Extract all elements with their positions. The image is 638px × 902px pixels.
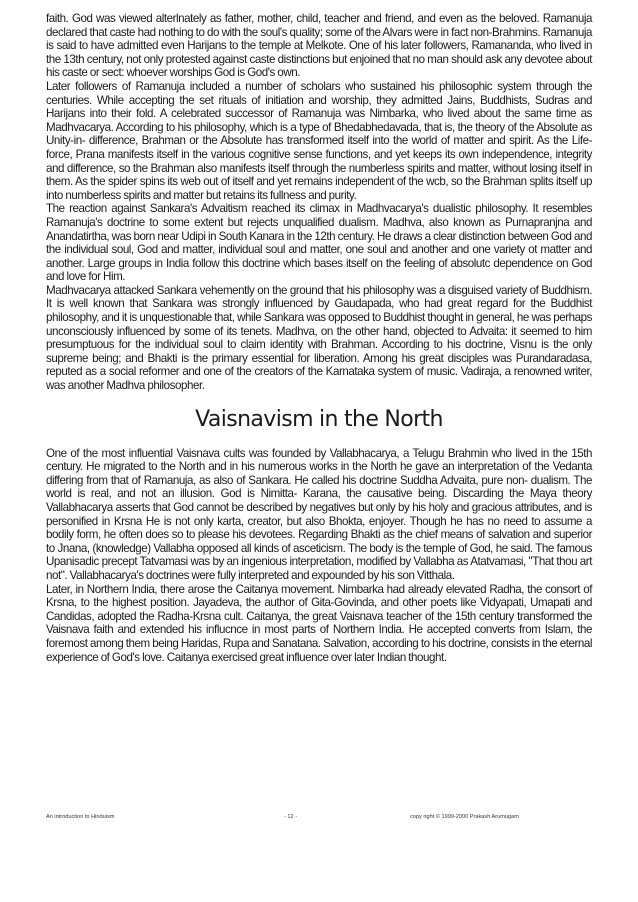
footer-page-number: - 12 -: [284, 814, 298, 820]
paragraph-madhva-advaita: Madhvacarya attacked Sankara vehemently on the ground that his philosophy was a disguised variety of Buddhism. It is well known that Sankara was strongly influenced by Gaudapada, who had great regard for the Buddhist philosophy, and it is unquestionable that, while Sankara was opposed to Buddhist thought in general, he was perhaps unconsciously influenced by some of its tenets. Madhva, on the other hand, objected to Advaita: it seemed to him presumptuous for the individual soul to claim identity with Brahman. According to his doctrine, Visnu is the only supreme being; and Bhakti is the primary essential for liberation. Among his great disciples was Purandaradasa, reputed as a social reformer and one of the creators of the Karnataka system of music. Vadiraja, a renowned writer, was another Madhva philosopher.: [46, 283, 592, 393]
footer-book-title: An introduction to Hinduism: [46, 814, 115, 820]
paragraph-ramanuja-caste: faith. God was viewed alterlnately as father, mother, child, teacher and friend, and even as the beloved. Ramanuja declared that caste had nothing to do with the soul's quality; some of the Alvars were in fact non-Brahmins. Ramanuja is said to have admitted even Harijans to the temple at Melkote. One of his later followers, Ramananda, who lived in the 13th century, not only protested against caste distinctions but enjoined that no man should ask any devotee about his caste or sect: whoever worships God is God's own.: [46, 12, 592, 80]
page-body: [46, 12, 592, 664]
page-footer: [46, 811, 592, 823]
section-heading: Vaisnavism in the North: [195, 406, 443, 432]
paragraph-nimbarka: Later followers of Ramanuja included a number of scholars who sustained his philosophic system through the centuries. While accepting the set rituals of initiation and worship, they admitted Jains, Buddhists, Sudras and Harijans into their fold. A celebrated successor of Ramanuja was Nimbarka, who lived about the same time as Madhvacarya. According to his philosophy, which is a type of Bhedabhedavada, that is, the theory of the Absolute as Unity-in- difference, Brahman or the Absolute has transformed itself into the world of matter and spirit. As the Life-force, Prana manifests itself in the various cognitive sense functions, and yet keeps its own independence, integrity and difference, so the Brahman also manifests itself through the numberless spirits and matter, without losing itself in them. As the spider spins its web out of itself and yet remains independent of the wcb, so the Brahman splits itself up into numberless spirits and matter but retains its fullness and purity.: [46, 79, 592, 202]
paragraph-caitanya: Later, in Northern India, there arose the Caitanya movement. Nimbarka had already elevated Radha, the consort of Krsna, to the highest position. Jayadeva, the author of Gita-Govinda, and other poets like Vidyapati, Umapati and Candidas, adopted the Radha-Krsna cult. Caitanya, the great Vaisnava teacher of the 15th century transformed the Vaisnava faith and extended his influcnce in most parts of Northern India. He accepted converts from Islam, the foremost among them being Haridas, Rupa and Sanatana. Salvation, according to his doctrine, consists in the eternal experience of God's love. Caitanya exercised great influence over later Indian thought.: [46, 582, 592, 664]
footer-copyright: copy right © 1999-2000 Prakash Arumugam: [410, 814, 519, 820]
paragraph-vallabhacarya: One of the most influential Vaisnava cults was founded by Vallabhacarya, a Telugu Brahmin who lived in the 15th century. He migrated to the North and in his numerous works in the North he gave an interpretation of the Vedanta differing from that of Ramanuja, as also of Sankara. He called his doctrine Suddha Advaita, pure non- dualism. The world is real, and not an illusion. God is Nimitta- Karana, the causative being. Discarding the Maya theory Vallabhacarya asserts that God cannot be described by negatives but only by his holy and gracious attributes, and is personified in Krsna He is not only karta, creator, but also Bhokta, enjoyer. Though he has no need to assume a bodily form, he often does so to please his devotees. Regarding Bhakti as the chief means of salvation and superior to Jnana, (knowledge) Vallabha opposed all kinds of asceticism. The body is the temple of God, he said. The famous Upanisadic precept Tatvamasi was by an ingenious interpretation, modified by Vallabha as Atatvamasi, "That thou art not". Vallabhacarya's doctrines were fully interpreted and expounded by his son Vitthala.: [46, 446, 592, 582]
paragraph-madhvacarya-dualism: The reaction against Sankara's Advaitism reached its climax in Madhvacarya's dualistic philosophy. It resembles Ramanuja's doctrine to some extent but rejects unqualified dualism. Madhva, also known as Purnapranjna and Anandatirtha, was born near Udipi in South Kanara in the 12th century. He draws a clear distinction between God and the individual soul, God and matter, individual soul and matter, one soul and another and one variety ot matter and another. Large groups in India follow this doctrine which bases itself on the feeling of absolutc dependence on God and love for Him.: [46, 202, 592, 284]
